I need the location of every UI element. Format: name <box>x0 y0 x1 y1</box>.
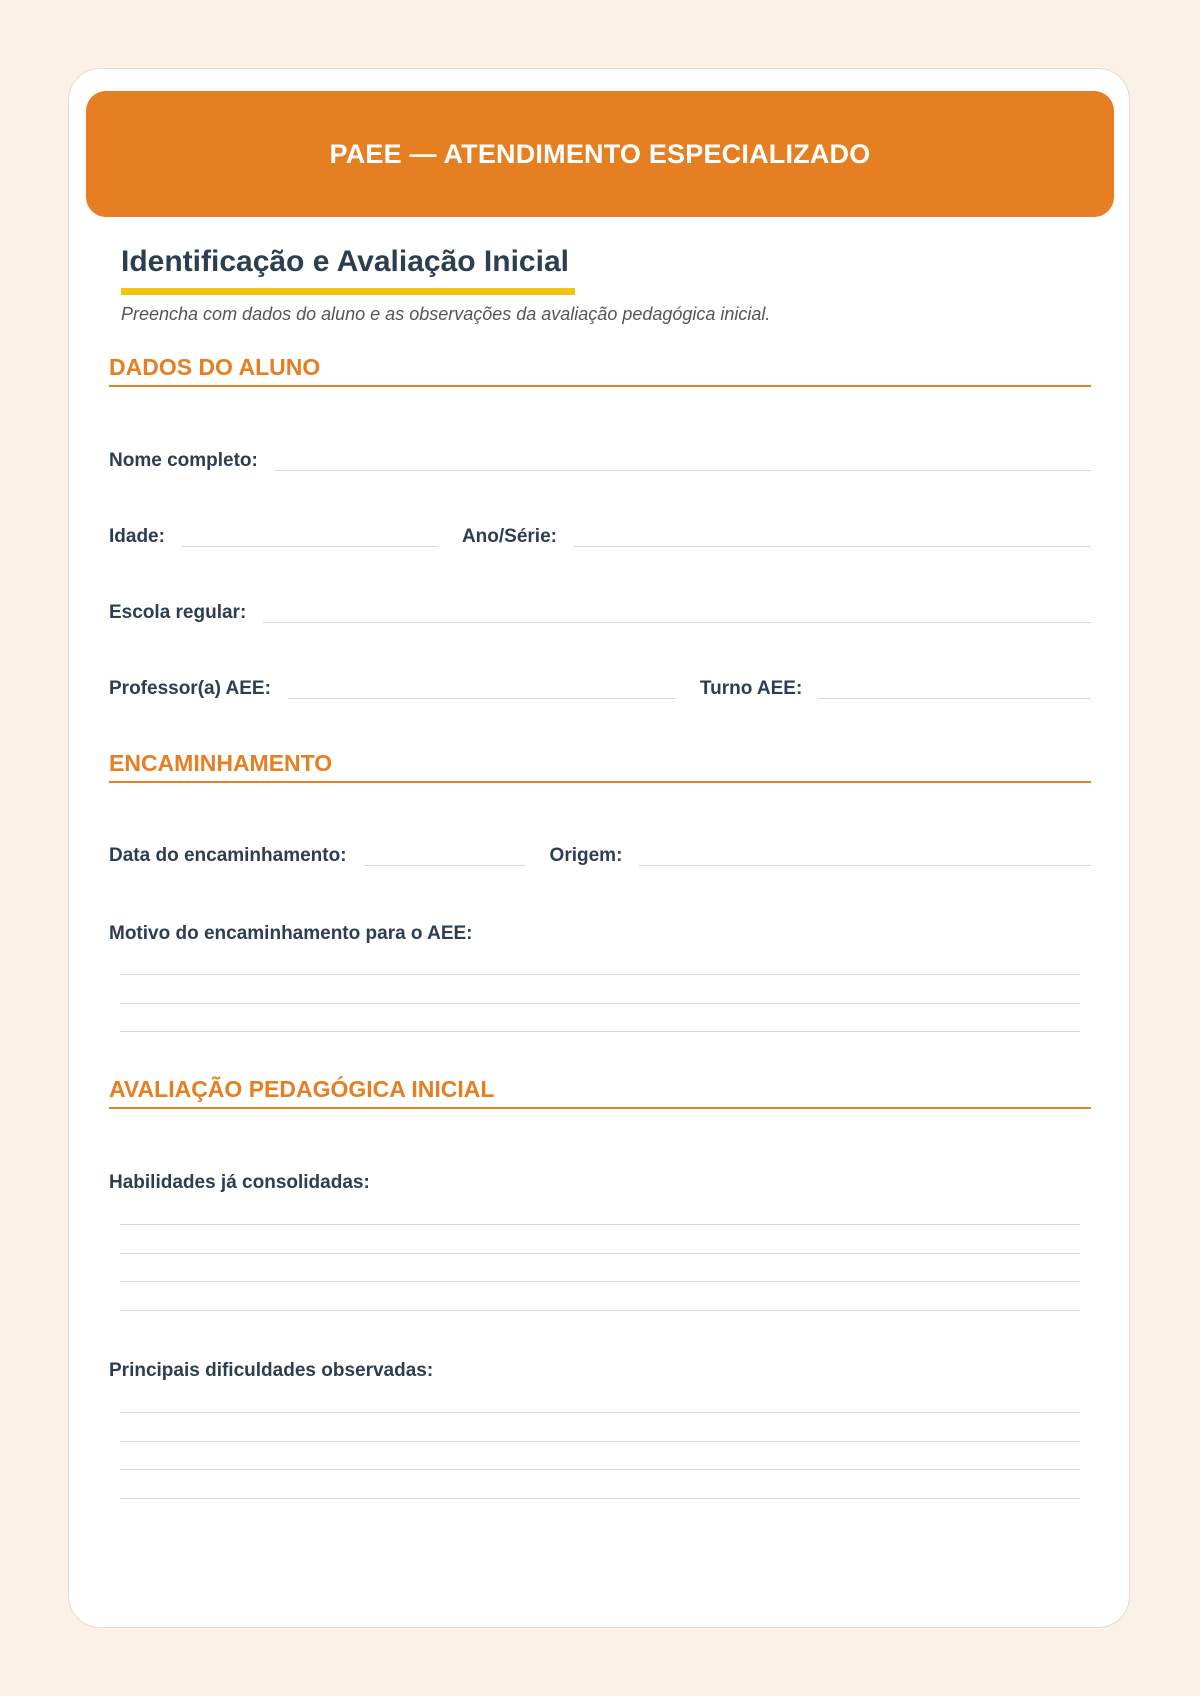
section-title: ENCAMINHAMENTO <box>109 750 333 776</box>
field-escola-regular <box>109 600 1091 624</box>
nome-label: Nome completo: <box>109 450 258 471</box>
field-data-origem <box>109 843 1091 867</box>
nome-input[interactable] <box>275 470 1091 471</box>
field-nome-completo <box>109 448 1091 472</box>
dificuldades-line[interactable] <box>120 1469 1080 1470</box>
motivo-line[interactable] <box>120 974 1080 975</box>
section-heading-encaminhamento <box>109 750 1091 783</box>
origem-label: Origem: <box>549 845 623 866</box>
habilidades-line[interactable] <box>120 1281 1080 1282</box>
escola-label: Escola regular: <box>109 602 247 623</box>
turno-input[interactable] <box>819 698 1091 699</box>
habilidades-line[interactable] <box>120 1310 1080 1311</box>
section-heading-avaliacao <box>109 1076 1091 1109</box>
ano-serie-label: Ano/Série: <box>461 526 557 547</box>
banner-title: PAEE — ATENDIMENTO ESPECIALIZADO <box>329 138 871 169</box>
form-subtitle: Preencha com dados do aluno e as observações da avaliação pedagógica inicial. <box>121 304 771 324</box>
field-professor-turno <box>109 676 1091 700</box>
ano-serie-input[interactable] <box>574 546 1091 547</box>
idade-label: Idade: <box>109 526 165 547</box>
title-underline <box>121 288 575 295</box>
habilidades-line[interactable] <box>120 1224 1080 1225</box>
turno-label: Turno AEE: <box>699 678 803 699</box>
form-card <box>68 68 1130 1628</box>
motivo-label: Motivo do encaminhamento para o AEE: <box>109 923 473 944</box>
professor-label: Professor(a) AEE: <box>109 678 271 699</box>
idade-input[interactable] <box>182 546 438 547</box>
form-title: Identificação e Avaliação Inicial <box>121 245 569 278</box>
habilidades-label: Habilidades já consolidadas: <box>109 1172 370 1193</box>
dificuldades-line[interactable] <box>120 1441 1080 1442</box>
section-title: AVALIAÇÃO PEDAGÓGICA INICIAL <box>109 1076 495 1102</box>
data-encaminhamento-label: Data do encaminhamento: <box>109 845 347 866</box>
professor-input[interactable] <box>288 698 676 699</box>
motivo-line[interactable] <box>120 1031 1080 1032</box>
data-encaminhamento-input[interactable] <box>364 865 526 866</box>
field-idade-ano <box>109 524 1091 548</box>
dificuldades-label: Principais dificuldades observadas: <box>109 1360 434 1381</box>
escola-input[interactable] <box>263 622 1091 623</box>
section-heading-dados-aluno <box>109 354 1091 387</box>
motivo-line[interactable] <box>120 1003 1080 1004</box>
dificuldades-line[interactable] <box>120 1498 1080 1499</box>
origem-input[interactable] <box>639 865 1091 866</box>
dificuldades-line[interactable] <box>120 1412 1080 1413</box>
section-title: DADOS DO ALUNO <box>109 354 321 380</box>
header-banner <box>86 91 1114 217</box>
habilidades-line[interactable] <box>120 1253 1080 1254</box>
